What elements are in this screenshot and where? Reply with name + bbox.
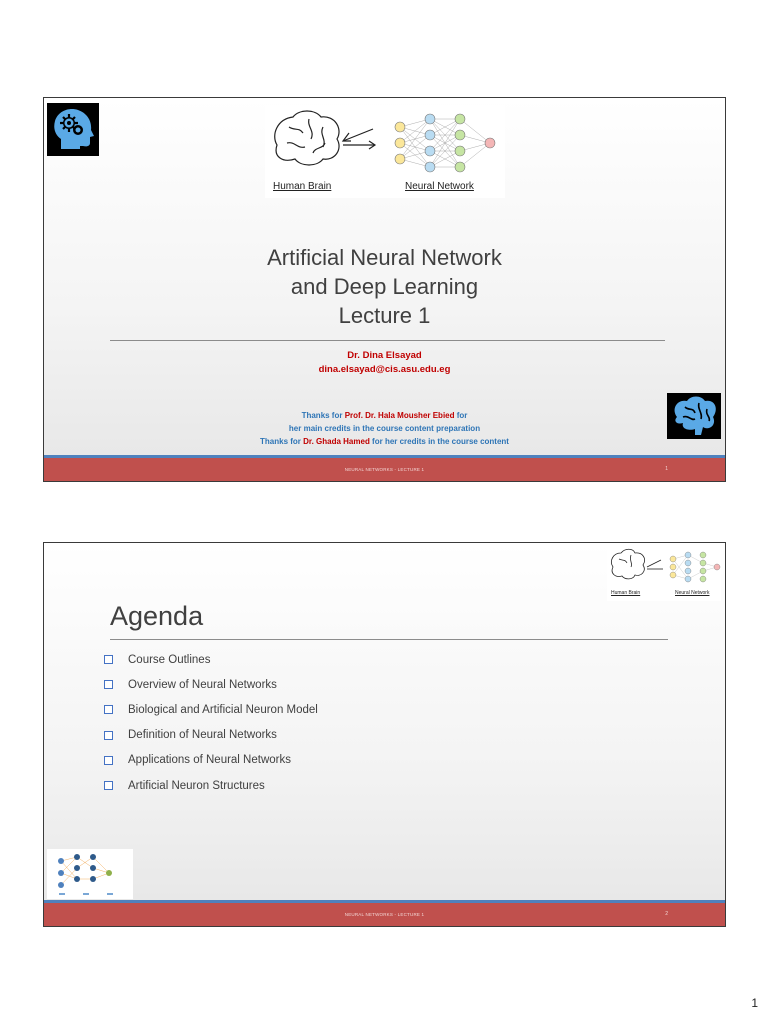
- slide-1: [43, 97, 726, 482]
- checkbox-bullet-icon: [104, 781, 113, 790]
- thanks-prefix-3: Thanks for: [260, 437, 304, 446]
- author-email: dina.elsayad@cis.asu.edu.eg: [318, 364, 451, 375]
- footer-text: NEURAL NETWORKS - LECTURE 1: [344, 912, 425, 917]
- neural-network-label: Neural Network: [405, 181, 474, 192]
- thanks-name-1: Prof. Dr. Hala Mousher Ebied: [344, 411, 455, 420]
- page-number: 1: [751, 996, 758, 1010]
- acknowledgements: [44, 409, 725, 448]
- slide-2: [43, 542, 726, 927]
- thanks-suffix-3: for her credits in the course content: [369, 437, 509, 446]
- human-brain-label: Human Brain: [611, 590, 641, 596]
- thanks-prefix-1: Thanks for: [301, 411, 345, 420]
- title-line-1: Artificial Neural Network: [267, 245, 502, 270]
- slide-footer: [44, 900, 725, 926]
- network-thumbnail-image: [47, 849, 133, 899]
- agenda-divider: [110, 639, 668, 640]
- author-name: Dr. Dina Elsayad: [347, 350, 422, 361]
- list-item: Overview of Neural Networks: [104, 672, 318, 697]
- checkbox-bullet-icon: [104, 731, 113, 740]
- checkbox-bullet-icon: [104, 705, 113, 714]
- head-gears-icon: [47, 103, 99, 156]
- checkbox-bullet-icon: [104, 655, 113, 664]
- slide-title: [44, 243, 725, 330]
- checkbox-bullet-icon: [104, 756, 113, 765]
- brain-vs-network-image: [265, 105, 505, 198]
- list-item: Definition of Neural Networks: [104, 723, 318, 748]
- thanks-suffix-1: for: [454, 411, 468, 420]
- brain-icon: [667, 393, 721, 439]
- title-line-3: Lecture 1: [338, 303, 431, 328]
- brain-vs-network-thumbnail: [607, 545, 721, 601]
- checkbox-bullet-icon: [104, 680, 113, 689]
- author-block: [44, 349, 725, 377]
- human-brain-label: Human Brain: [273, 181, 332, 192]
- slide-number: 2: [665, 911, 668, 917]
- slide-footer: [44, 455, 725, 481]
- slide-number: 1: [665, 466, 668, 472]
- list-item: Biological and Artificial Neuron Model: [104, 697, 318, 722]
- agenda-list: [104, 647, 318, 798]
- neural-network-label: Neural Network: [675, 590, 710, 596]
- title-divider: [110, 340, 665, 341]
- footer-text: NEURAL NETWORKS - LECTURE 1: [344, 467, 425, 472]
- title-line-2: and Deep Learning: [290, 274, 479, 299]
- agenda-title: Agenda: [110, 601, 204, 631]
- list-item: Applications of Neural Networks: [104, 748, 318, 773]
- thanks-name-3: Dr. Ghada Hamed: [303, 437, 370, 446]
- list-item: Artificial Neuron Structures: [104, 773, 318, 798]
- list-item: Course Outlines: [104, 647, 318, 672]
- thanks-line-2: her main credits in the course content preparation: [288, 424, 481, 433]
